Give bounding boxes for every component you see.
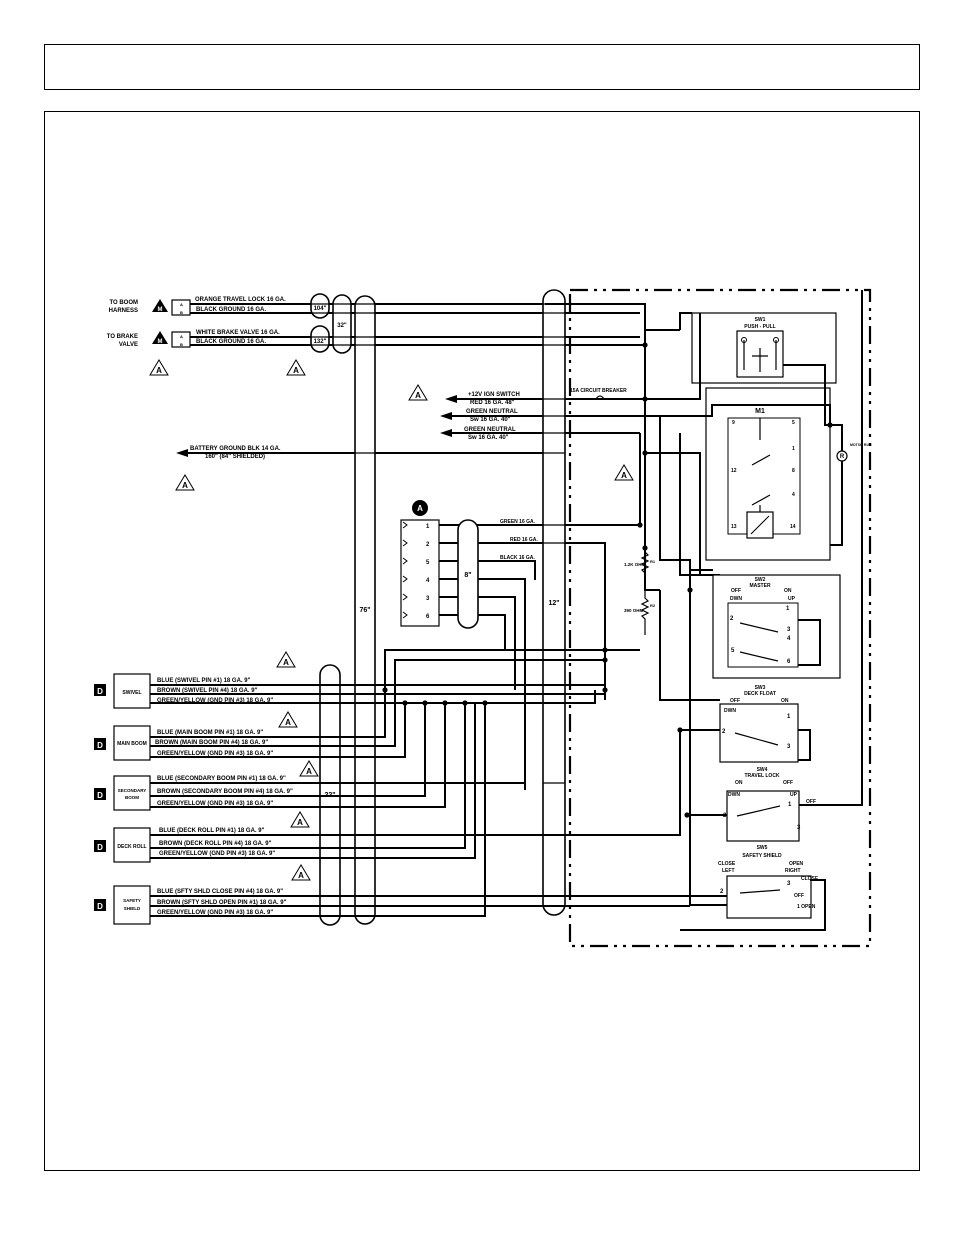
svg-text:TRAVEL LOCK: TRAVEL LOCK: [744, 773, 780, 779]
resistors: [624, 548, 656, 635]
svg-text:UP: UP: [790, 792, 797, 798]
svg-text:D: D: [97, 687, 103, 696]
svg-text:DWN: DWN: [724, 708, 736, 714]
svg-text:+12V IGN SWITCH: +12V IGN SWITCH: [468, 392, 520, 398]
svg-text:104": 104": [313, 306, 327, 312]
svg-text:ORANGE TRAVEL LOCK 16 GA.: ORANGE TRAVEL LOCK 16 GA.: [195, 297, 286, 303]
brake-valve-connector: [107, 331, 190, 348]
svg-text:A: A: [298, 871, 304, 880]
svg-text:A: A: [415, 391, 421, 400]
svg-text:BATTERY GROUND BLK 14 GA.: BATTERY GROUND BLK 14 GA.: [190, 446, 281, 452]
svg-text:3: 3: [787, 627, 791, 633]
svg-text:BROWN (SFTY SHLD OPEN PIN #1): BROWN (SFTY SHLD OPEN PIN #1) 18 GA. 9": [157, 900, 287, 906]
svg-text:15A CIRCUIT BREAKER: 15A CIRCUIT BREAKER: [570, 388, 627, 394]
svg-text:4: 4: [426, 578, 430, 584]
svg-text:8": 8": [464, 572, 472, 579]
svg-text:DWN: DWN: [730, 596, 742, 602]
svg-text:1 OPEN: 1 OPEN: [797, 904, 816, 910]
svg-text:SHIELD: SHIELD: [123, 906, 141, 911]
svg-text:76": 76": [359, 607, 371, 614]
svg-text:HARNESS: HARNESS: [108, 308, 138, 314]
svg-text:32": 32": [337, 323, 347, 329]
svg-text:PUSH - PULL: PUSH - PULL: [744, 324, 776, 330]
svg-text:3: 3: [787, 881, 791, 887]
svg-text:SWIVEL: SWIVEL: [122, 690, 142, 696]
svg-text:M1: M1: [755, 408, 765, 415]
svg-text:OFF: OFF: [783, 780, 793, 786]
svg-text:GREEN NEUTRAL: GREEN NEUTRAL: [466, 409, 518, 415]
svg-text:BROWN (SECONDARY BOOM PIN #4): BROWN (SECONDARY BOOM PIN #4) 18 GA. 9": [157, 789, 293, 795]
svg-text:BLACK 16 GA.: BLACK 16 GA.: [500, 555, 535, 561]
svg-text:9: 9: [732, 420, 735, 426]
terminal-strip-a: [401, 500, 439, 626]
svg-text:MOTOR RUN: MOTOR RUN: [850, 443, 872, 447]
svg-text:GREEN/YELLOW (GND PIN #3) 18 G: GREEN/YELLOW (GND PIN #3) 18 GA. 9": [157, 801, 274, 807]
svg-text:D: D: [97, 741, 103, 750]
svg-text:5: 5: [426, 560, 430, 566]
sw5-safety-shield: [718, 845, 819, 918]
svg-text:BOOM: BOOM: [125, 795, 139, 800]
svg-text:A: A: [417, 504, 423, 513]
svg-text:MAIN BOOM: MAIN BOOM: [117, 741, 147, 747]
svg-text:M: M: [157, 307, 163, 313]
svg-text:160" (84" SHIELDED): 160" (84" SHIELDED): [205, 454, 266, 460]
svg-text:A: A: [621, 471, 627, 480]
svg-text:SW4: SW4: [756, 767, 768, 773]
svg-text:A: A: [156, 366, 162, 375]
svg-text:A: A: [306, 767, 312, 776]
svg-text:1: 1: [792, 446, 795, 452]
svg-text:A: A: [180, 302, 183, 307]
svg-text:OFF: OFF: [794, 893, 804, 899]
svg-text:3: 3: [787, 744, 791, 750]
svg-text:1: 1: [426, 524, 430, 530]
svg-text:M: M: [157, 339, 163, 345]
svg-text:MASTER: MASTER: [749, 583, 771, 589]
svg-text:132": 132": [313, 339, 327, 345]
svg-text:BLUE (SFTY SHLD CLOSE PIN #4): BLUE (SFTY SHLD CLOSE PIN #4) 18 GA. 9": [157, 889, 284, 895]
svg-text:A: A: [285, 718, 291, 727]
svg-text:LEFT: LEFT: [722, 868, 735, 874]
deck-roll-connector: [94, 828, 275, 862]
svg-text:GREEN 16 GA.: GREEN 16 GA.: [500, 519, 536, 525]
svg-text:VALVE: VALVE: [118, 342, 138, 348]
svg-text:A: A: [297, 818, 303, 827]
svg-text:BLACK GROUND 16 GA.: BLACK GROUND 16 GA.: [196, 307, 267, 313]
svg-text:RED 16 GA.: RED 16 GA.: [510, 537, 538, 543]
svg-text:BLUE (DECK ROLL PIN #1) 18 GA.: BLUE (DECK ROLL PIN #1) 18 GA. 9": [159, 828, 265, 834]
svg-text:SAFETY: SAFETY: [123, 898, 141, 903]
svg-text:B: B: [180, 310, 183, 315]
svg-text:TO BOOM: TO BOOM: [109, 300, 138, 306]
svg-text:DECK FLOAT: DECK FLOAT: [744, 691, 776, 697]
svg-text:GREEN/YELLOW (GND PIN #3) 18 G: GREEN/YELLOW (GND PIN #3) 18 GA. 9": [157, 910, 274, 916]
svg-text:ON: ON: [781, 698, 789, 704]
svg-text:6: 6: [787, 659, 791, 665]
svg-text:SW2: SW2: [754, 577, 766, 583]
svg-text:8: 8: [792, 468, 795, 474]
svg-text:OPEN: OPEN: [789, 861, 804, 867]
svg-text:TO BRAKE: TO BRAKE: [106, 334, 138, 340]
svg-text:1: 1: [787, 714, 791, 720]
svg-text:2: 2: [722, 729, 726, 735]
svg-text:A: A: [182, 481, 188, 490]
secondary-boom-connector: [94, 776, 293, 810]
svg-text:5: 5: [731, 648, 735, 654]
svg-text:13: 13: [731, 524, 737, 530]
svg-text:1: 1: [786, 606, 790, 612]
svg-text:CLOSE: CLOSE: [801, 876, 819, 882]
svg-text:2: 2: [730, 616, 734, 622]
svg-text:2: 2: [723, 813, 727, 819]
svg-text:R1: R1: [650, 559, 656, 564]
svg-text:22": 22": [324, 792, 336, 799]
svg-text:OFF: OFF: [730, 698, 740, 704]
svg-text:DWN: DWN: [728, 792, 740, 798]
svg-text:WHITE BRAKE VALVE 16 GA.: WHITE BRAKE VALVE 16 GA.: [196, 330, 280, 336]
svg-text:2: 2: [720, 889, 724, 895]
svg-text:3: 3: [426, 596, 430, 602]
svg-text:RIGHT: RIGHT: [785, 868, 801, 874]
svg-text:390 OHM: 390 OHM: [624, 608, 644, 613]
svg-text:SAFETY SHIELD: SAFETY SHIELD: [742, 853, 782, 859]
svg-text:A: A: [293, 366, 299, 375]
svg-text:OFF: OFF: [731, 588, 741, 594]
boom-harness-connector: [109, 299, 190, 315]
svg-text:BLUE (MAIN BOOM PIN #1) 18 GA.: BLUE (MAIN BOOM PIN #1) 18 GA. 9": [157, 730, 264, 736]
svg-text:12: 12: [731, 468, 737, 474]
sw1-push-pull: [692, 313, 836, 383]
svg-text:6: 6: [426, 614, 430, 620]
svg-text:ON: ON: [735, 780, 743, 786]
svg-text:B: B: [180, 342, 183, 347]
sw3-deck-float: [720, 685, 798, 762]
svg-text:GREEN/YELLOW (GND PIN #3) 18 G: GREEN/YELLOW (GND PIN #3) 18 GA. 9": [157, 751, 274, 757]
svg-text:GREEN/YELLOW (GND PIN #3) 18 G: GREEN/YELLOW (GND PIN #3) 18 GA. 9": [157, 698, 274, 704]
svg-text:4: 4: [787, 636, 791, 642]
svg-text:D: D: [97, 902, 103, 911]
svg-text:A: A: [283, 658, 289, 667]
svg-text:BLUE (SECONDARY BOOM PIN #1) 1: BLUE (SECONDARY BOOM PIN #1) 18 GA. 9": [157, 776, 286, 782]
svg-text:GREEN NEUTRAL: GREEN NEUTRAL: [464, 427, 516, 433]
svg-text:GREEN/YELLOW (GND PIN #3) 18 G: GREEN/YELLOW (GND PIN #3) 18 GA. 9": [159, 851, 276, 857]
svg-text:SW3: SW3: [754, 685, 766, 691]
svg-text:SECONDARY: SECONDARY: [117, 788, 147, 793]
svg-text:A: A: [180, 334, 183, 339]
svg-text:DECK ROLL: DECK ROLL: [117, 844, 147, 850]
svg-text:5: 5: [792, 420, 795, 426]
svg-text:OFF: OFF: [806, 799, 816, 805]
m1-relay: [706, 388, 830, 560]
svg-text:BLUE (SWIVEL PIN #1) 18 GA. 9: BLUE (SWIVEL PIN #1) 18 GA. 9": [157, 678, 251, 684]
main-boom-connector: [94, 726, 273, 760]
svg-text:1: 1: [788, 802, 792, 808]
svg-text:Sw 16 GA. 40": Sw 16 GA. 40": [468, 435, 509, 441]
svg-text:SW1: SW1: [754, 317, 766, 323]
svg-text:BLACK GROUND 16 GA.: BLACK GROUND 16 GA.: [196, 339, 267, 345]
svg-text:2: 2: [426, 542, 430, 548]
svg-text:1.2K OHM: 1.2K OHM: [624, 562, 646, 567]
svg-text:SW5: SW5: [756, 845, 768, 851]
svg-text:Sw 16 GA. 40": Sw 16 GA. 40": [470, 417, 511, 423]
svg-text:RED 16 GA. 48": RED 16 GA. 48": [470, 400, 515, 406]
svg-text:CLOSE: CLOSE: [718, 861, 736, 867]
svg-text:D: D: [97, 791, 103, 800]
svg-text:R: R: [839, 454, 845, 460]
svg-text:D: D: [97, 843, 103, 852]
svg-text:ON: ON: [784, 588, 792, 594]
svg-text:UP: UP: [788, 596, 795, 602]
svg-text:12": 12": [548, 600, 560, 607]
svg-text:14: 14: [790, 524, 796, 530]
svg-text:BROWN (MAIN BOOM PIN #4) 18 G: BROWN (MAIN BOOM PIN #4) 18 GA. 9": [155, 740, 269, 746]
svg-text:BROWN (SWIVEL PIN #4) 18 GA.: BROWN (SWIVEL PIN #4) 18 GA. 9": [157, 688, 258, 694]
svg-text:BROWN (DECK ROLL PIN #4) 18 G: BROWN (DECK ROLL PIN #4) 18 GA. 9": [159, 841, 272, 847]
svg-text:3: 3: [797, 825, 801, 831]
svg-text:4: 4: [792, 492, 795, 498]
svg-text:R2: R2: [650, 603, 656, 608]
